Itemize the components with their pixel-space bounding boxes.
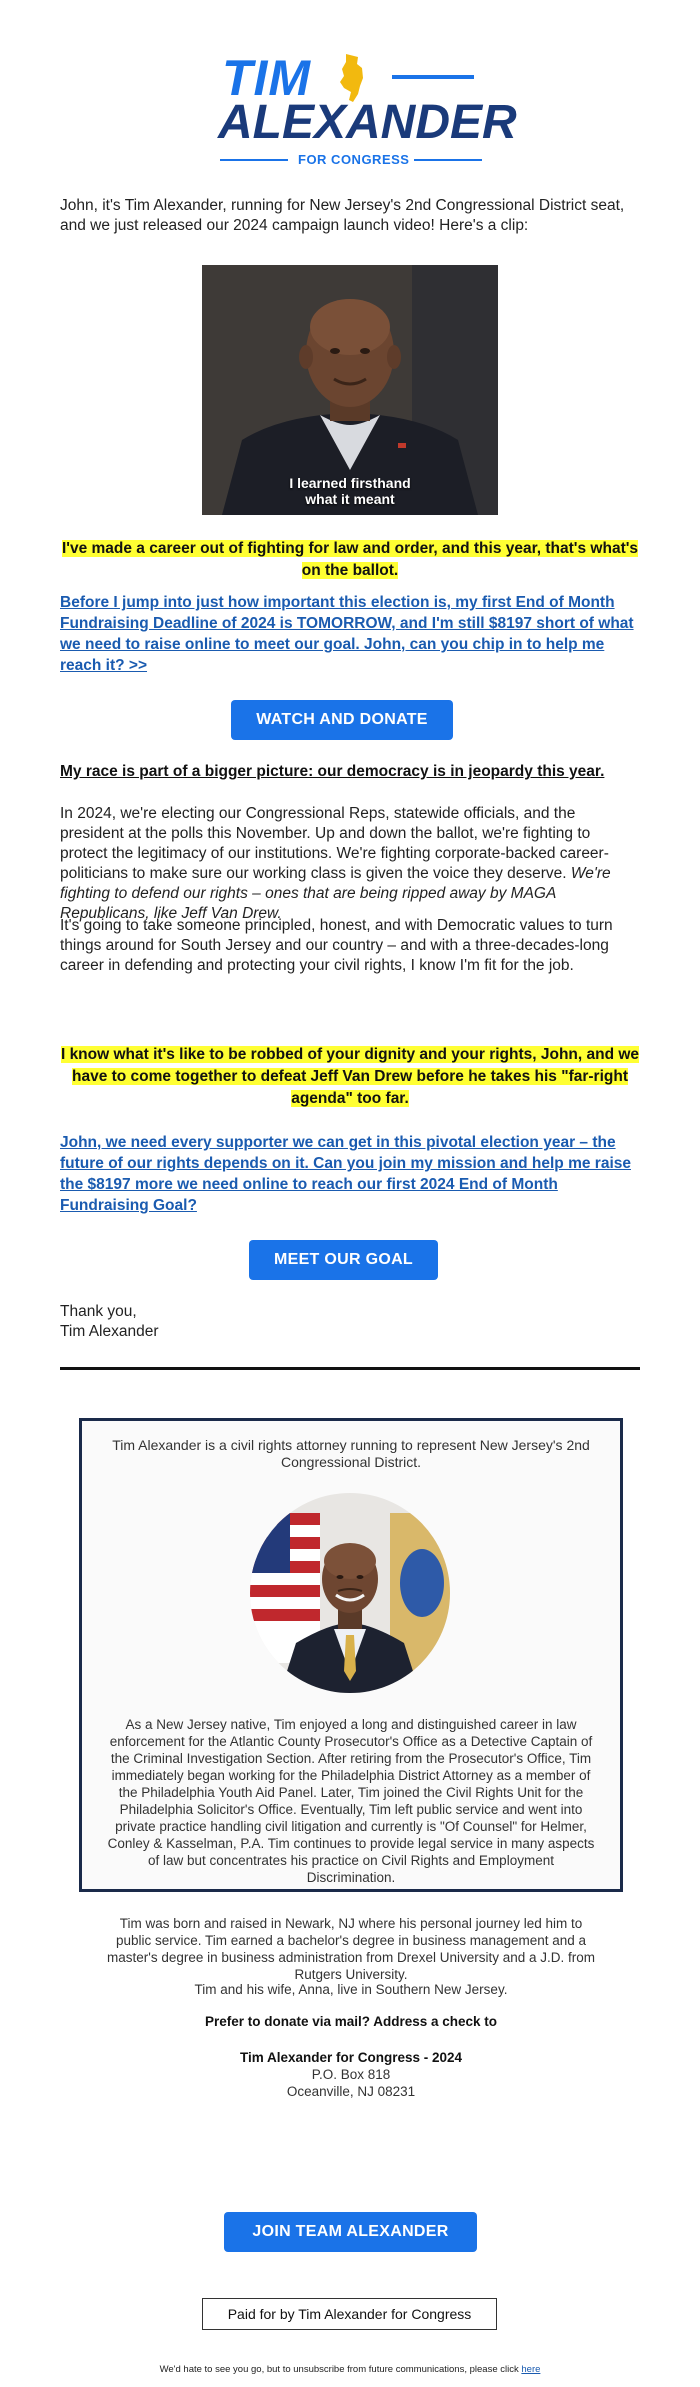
signoff: [60, 1302, 640, 1342]
logo-rule-right: [414, 159, 482, 161]
section-divider: [60, 1367, 640, 1370]
donate-link-paragraph: [60, 592, 640, 676]
signoff-thanks: Thank you,: [60, 1303, 137, 1320]
bio-box: [79, 1418, 623, 2099]
election-paragraph: [60, 804, 640, 924]
logo-rule-left: [220, 159, 288, 161]
bio-family: Tim and his wife, Anna, live in Southern New Jersey.: [194, 1982, 508, 1997]
campaign-logo: [218, 50, 517, 170]
goal-donate-link[interactable]: John, we need every supporter we can get in this pivotal election year – the future of our rights depends on it. Can you join my mission and help me raise the $8197 more we need online to reach our first 2024 End of Month Fundraising Goal?: [60, 1134, 631, 1214]
election-paragraph-italic: We're fighting to defend our rights – ones that are being ripped away by MAGA Republicans, like Jeff Van Drew.: [60, 865, 611, 922]
join-team-button[interactable]: JOIN TEAM ALEXANDER: [224, 2212, 477, 2252]
logo-rule: [392, 75, 474, 79]
logo-tim: TIM: [222, 50, 312, 106]
unsubscribe-text: We'd hate to see you go, but to unsubscribe from future communications, please click: [159, 2364, 522, 2375]
highlight-text: I know what it's like to be robbed of your dignity and your rights, John, and we have to come together to defeat Jeff Van Drew before he takes his "far-right agenda" too far.: [60, 1046, 640, 1107]
bio-education: Tim was born and raised in Newark, NJ where his personal journey led him to public service. Tim earned a bachelor's degree in business management and a master's degree in business administration from Drexel University and a J.D. from Rutgers University.: [106, 1916, 595, 1982]
highlight-defeat-van-drew: [60, 1044, 640, 1110]
logo-for-congress: FOR CONGRESS: [298, 152, 410, 167]
bio-mail-box: P.O. Box 818: [311, 2067, 391, 2082]
signoff-name: Tim Alexander: [60, 1323, 159, 1340]
election-paragraph-text: In 2024, we're electing our Congressional Reps, statewide officials, and the president at the polls this November. Up and down the ballot, we're fighting to protect the legitimacy of our institutions. We're fighting corporate-backed career-politicians to make sure our working class is given the voice they deserve.: [60, 805, 609, 882]
principled-paragraph: It's going to take someone principled, honest, and with Democratic values to turn things around for South Jersey and our country – and with a three-decades-long career in defending and protecting your civil rights, I know I'm fit for the job.: [60, 917, 613, 974]
video-caption: [202, 475, 498, 507]
bio-intro: Tim Alexander is a civil rights attorney running to represent New Jersey's 2nd Congressional District.: [112, 1437, 590, 1470]
bio-mail-city: Oceanville, NJ 08231: [286, 2084, 416, 2099]
campaign-video-thumbnail[interactable]: [202, 265, 498, 515]
intro-text: John, it's Tim Alexander, running for New Jersey's 2nd Congressional District seat, and we just released our 2024 campaign launch video! Here's a clip:: [60, 197, 625, 234]
video-caption-line-1: I learned firsthand: [289, 475, 411, 491]
highlight-text: I've made a career out of fighting for law and order, and this year, that's what's on the ballot.: [61, 540, 639, 579]
unsubscribe-line: [0, 2364, 700, 2375]
watch-and-donate-button[interactable]: WATCH AND DONATE: [231, 700, 453, 740]
highlight-law-and-order: [60, 538, 640, 582]
video-caption-line-2: what it meant: [305, 491, 395, 507]
bio-mail-heading: Prefer to donate via mail? Address a check to: [204, 2014, 498, 2029]
deadline-donate-link[interactable]: Before I jump into just how important this election is, my first End of Month Fundraising Deadline of 2024 is TOMORROW, and I'm still $8197 short of what we need to raise online to meet our goal. John, can you chip in to help me reach it? >>: [60, 594, 634, 674]
logo-alexander: ALEXANDER: [218, 96, 517, 149]
paid-for-disclaimer: Paid for by Tim Alexander for Congress: [202, 2298, 497, 2330]
democracy-heading: My race is part of a bigger picture: our democracy is in jeopardy this year.: [60, 763, 605, 780]
candidate-portrait: [250, 1493, 450, 1693]
bio-career: As a New Jersey native, Tim enjoyed a long and distinguished career in law enforcement for the Atlantic County Prosecutor's Office as a Detective Captain of the Criminal Investigation Section. After retiring from the Prosecutor's Office, Tim immediately began working for the Philadelphia District Attorney as a member of the Philadelphia Youth Aid Panel. Later, Tim joined the Civil Rights Unit for the Philadelphia Solicitor's Office. Eventually, Tim left public service and went into private practice handling civil litigation and currently is "Of Counsel" for Helmer, Conley & Kasselman, P.A. Tim continues to provide legal service in many aspects of law but concentrates his practice on Civil Rights and Employment Discrimination.: [107, 1717, 595, 1885]
bio-mail-name: Tim Alexander for Congress - 2024: [239, 2050, 463, 2065]
goal-link-paragraph: [60, 1132, 640, 1216]
meet-our-goal-button[interactable]: MEET OUR GOAL: [249, 1240, 438, 1280]
unsubscribe-link[interactable]: here: [521, 2364, 541, 2375]
